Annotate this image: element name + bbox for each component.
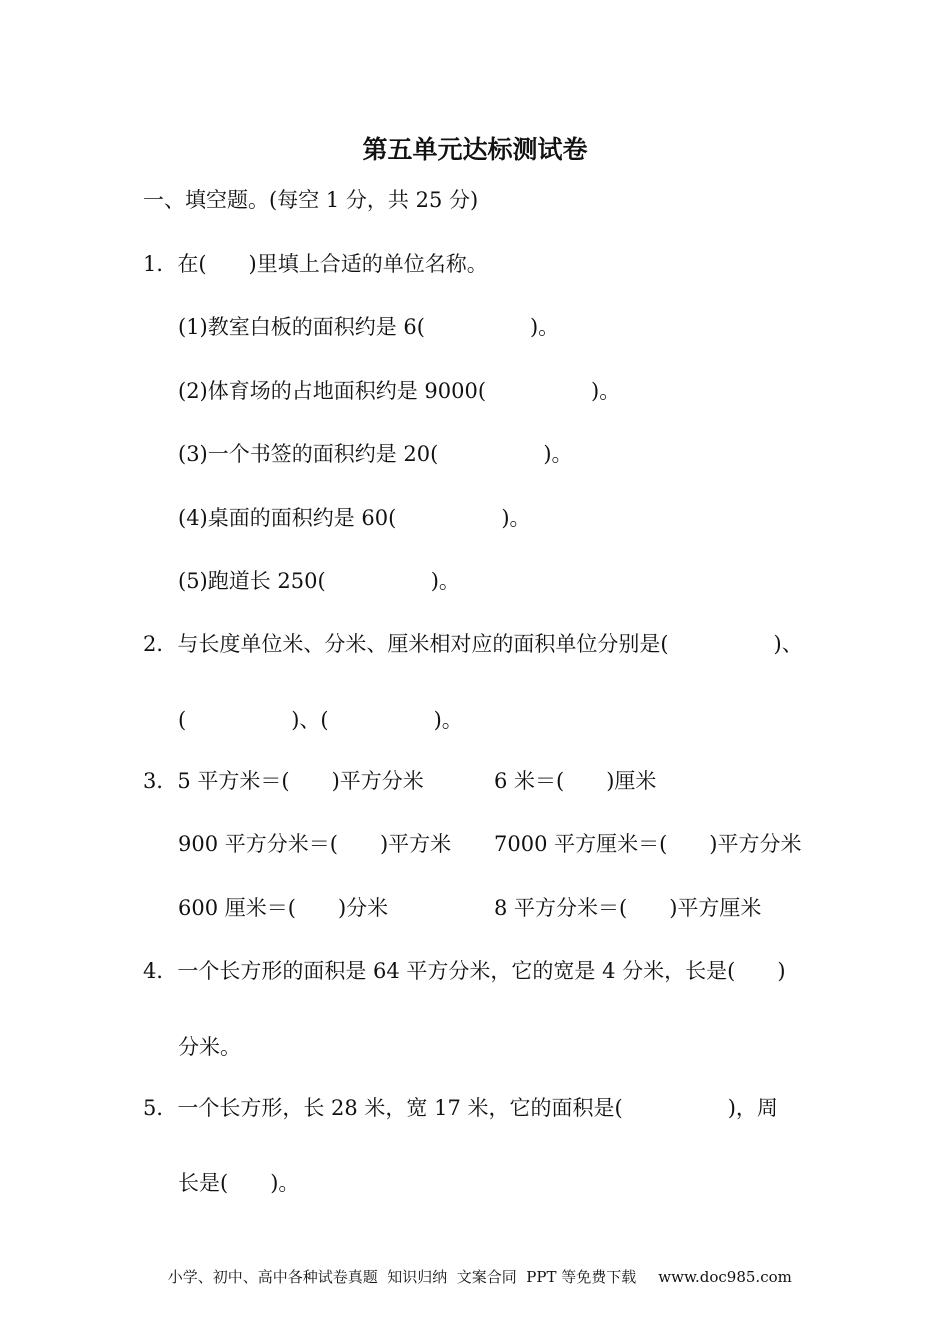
question-1-item-3: (3)一个书签的面积约是 20( )。 <box>178 442 573 466</box>
question-1-item-1: (1)教室白板的面积约是 6( )。 <box>178 315 560 339</box>
question-2-line-2: ( )、( )。 <box>178 708 463 732</box>
question-5-line-2: 长是( )。 <box>178 1171 300 1195</box>
question-4-line-1: 4．一个长方形的面积是 64 平方分米，它的宽是 4 分米，长是( ) <box>143 959 786 983</box>
question-3-row-1-right: 6 米＝( )厘米 <box>494 769 657 793</box>
question-3-row-2-left: 900 平方分米＝( )平方米 <box>178 832 452 856</box>
section-heading: 一、填空题。(每空 1 分，共 25 分) <box>143 188 479 212</box>
question-3-row-3-right: 8 平方分米＝( )平方厘米 <box>494 896 762 920</box>
question-3-row-3-left: 600 厘米＝( )分米 <box>178 896 389 920</box>
question-1-stem: 1．在( )里填上合适的单位名称。 <box>143 252 488 276</box>
footer-text: 小学、初中、高中各种试卷真题 知识归纳 文案合同 PPT 等免费下载 <box>167 1268 637 1286</box>
question-2-line-1: 2．与长度单位米、分米、厘米相对应的面积单位分别是( )、 <box>143 632 803 656</box>
question-1-item-2: (2)体育场的占地面积约是 9000( )。 <box>178 379 621 403</box>
footer-url[interactable]: www.doc985.com <box>658 1268 792 1286</box>
page-title: 第五单元达标测试卷 <box>362 135 588 164</box>
page-footer <box>0 1244 950 1288</box>
question-5-line-1: 5．一个长方形，长 28 米，宽 17 米，它的面积是( )，周 <box>143 1096 778 1120</box>
question-1-item-5: (5)跑道长 250( )。 <box>178 569 460 593</box>
question-1-item-4: (4)桌面的面积约是 60( )。 <box>178 506 531 530</box>
question-3-row-1-left: 3．5 平方米＝( )平方分米 <box>143 769 424 793</box>
question-4-line-2: 分米。 <box>178 1035 241 1059</box>
question-3-row-2-right: 7000 平方厘米＝( )平方分米 <box>494 832 802 856</box>
